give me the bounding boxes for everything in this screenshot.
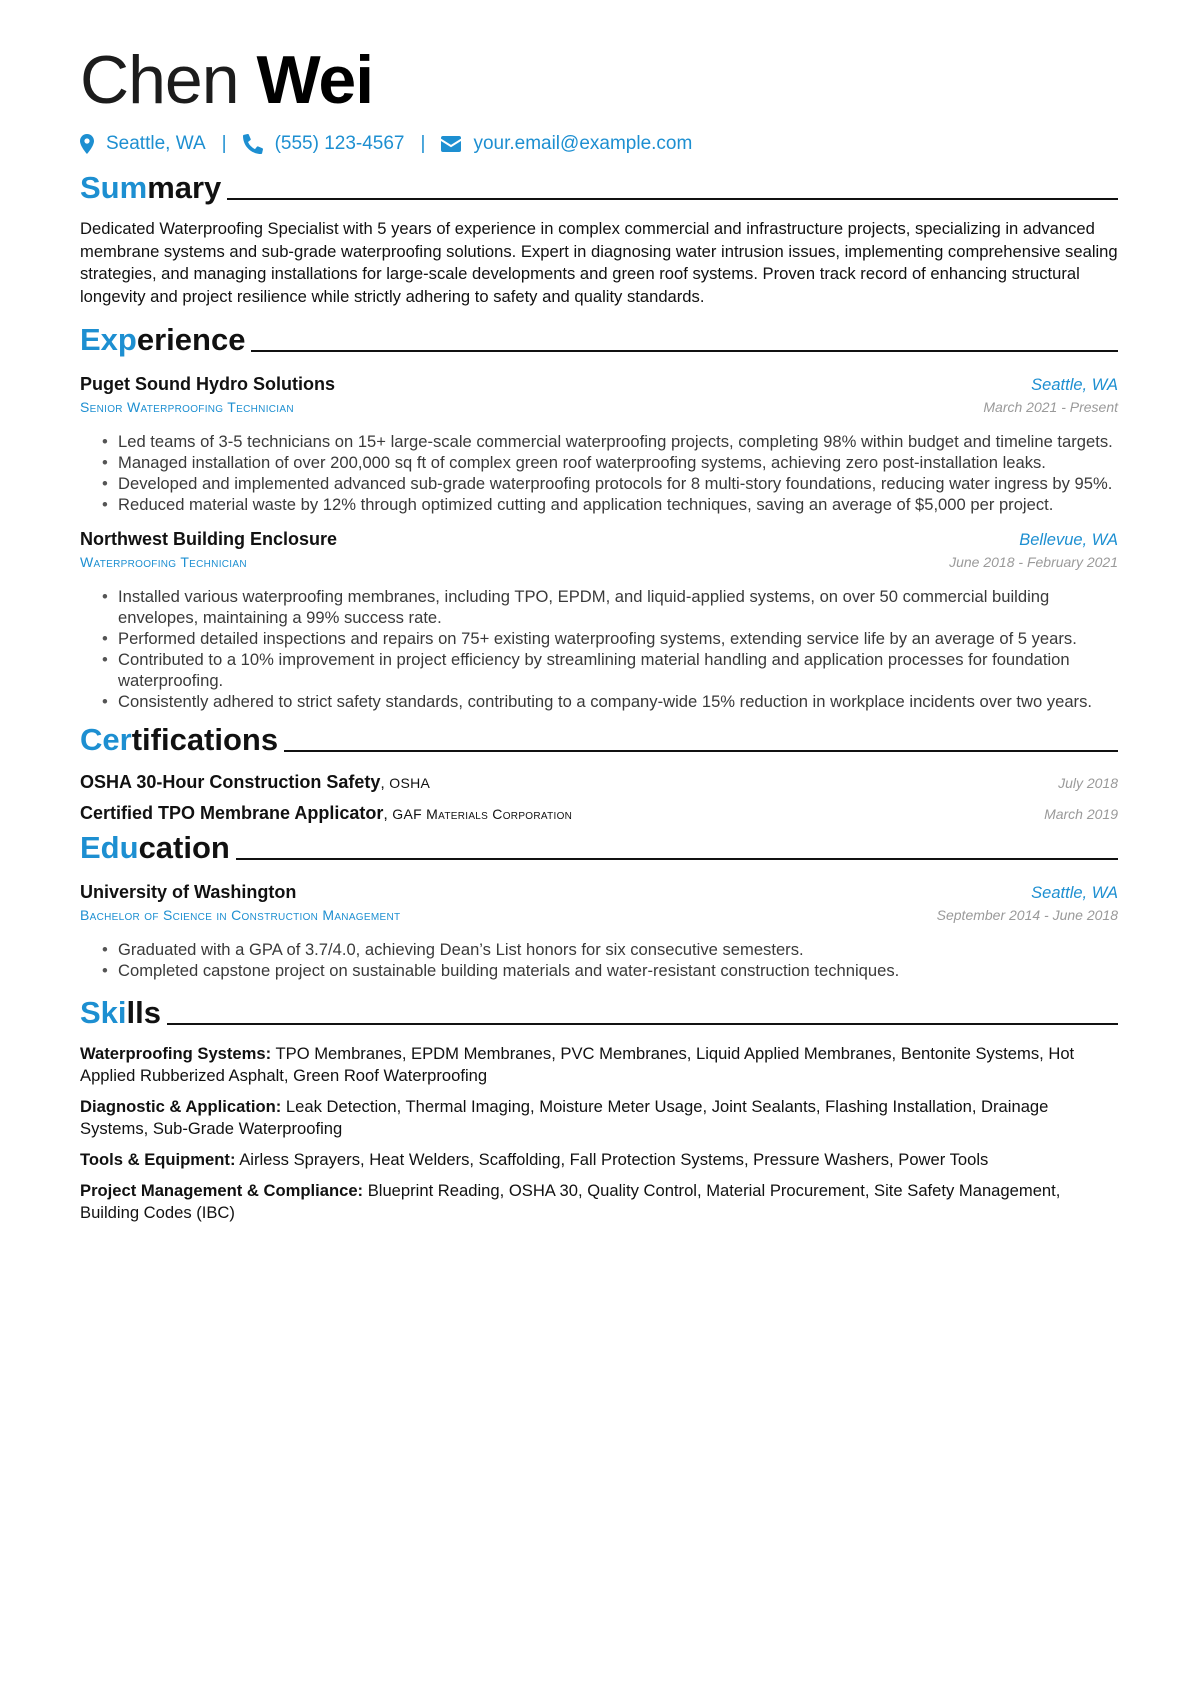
section-title: Certifications	[80, 722, 279, 757]
certification-name: Certified TPO Membrane Applicator	[80, 803, 384, 823]
phone-icon	[243, 134, 263, 154]
contact-separator: |	[221, 133, 227, 154]
bullet-item: • Installed various waterproofing membranes, including TPO, EPDM, and liquid-applied systems, on over 50 commercial building envelopes, maintaining a 99% success rate.	[80, 586, 1118, 628]
certifications-heading	[80, 718, 1118, 758]
company-name: Puget Sound Hydro Solutions	[80, 374, 335, 394]
resume-content	[80, 44, 1118, 1224]
section-rule	[236, 858, 1118, 860]
company-name: Northwest Building Enclosure	[80, 529, 338, 549]
bullet-item: • Led teams of 3-5 technicians on 15+ large-scale commercial waterproofing projects, completing 98% within budget and timeline targets.	[80, 431, 1118, 452]
education-dates: September 2014 - June 2018	[936, 907, 1118, 923]
section-rule	[167, 1023, 1118, 1025]
job-title: Waterproofing Technician	[80, 554, 247, 570]
bullet-item: • Developed and implemented advanced sub-grade waterproofing protocols for 8 multi-story foundations, reducing water ingress by 95%.	[80, 473, 1118, 494]
job-entry	[80, 527, 1118, 712]
certification-date: March 2019	[1044, 806, 1118, 822]
skill-group	[80, 1180, 1118, 1224]
job-title: Senior Waterproofing Technician	[80, 399, 294, 415]
bullet-item: • Managed installation of over 200,000 sq ft of complex green roof waterproofing systems, achieving zero post-installation leaks.	[80, 452, 1118, 473]
section-rule	[227, 198, 1118, 200]
summary-heading	[80, 166, 1118, 206]
skill-category: Waterproofing Systems:	[80, 1044, 272, 1063]
phone-text: (555) 123-4567	[274, 133, 405, 154]
degree-title: Bachelor of Science in Construction Management	[80, 907, 401, 923]
skill-category: Diagnostic & Application:	[80, 1097, 282, 1116]
contact-location	[80, 133, 206, 155]
bullet-item: • Graduated with a GPA of 3.7/4.0, achieving Dean’s List honors for six consecutive semesters.	[80, 939, 1118, 960]
skill-group	[80, 1096, 1118, 1140]
school-location: Seattle, WA	[1031, 884, 1118, 902]
job-bullets	[80, 431, 1118, 515]
experience-heading	[80, 318, 1118, 358]
first-name: Chen	[80, 42, 239, 118]
section-title: Experience	[80, 322, 246, 357]
certification-item: Certified TPO Membrane Applicator, GAF Materials Corporation March 2019	[80, 803, 1118, 823]
job-dates: March 2021 - Present	[983, 399, 1118, 415]
location-text: Seattle, WA	[106, 133, 206, 154]
section-rule	[251, 350, 1118, 352]
job-dates: June 2018 - February 2021	[949, 554, 1118, 570]
education-bullets	[80, 939, 1118, 981]
section-title: Skills	[80, 995, 161, 1030]
education-heading	[80, 826, 1118, 866]
last-name: Wei	[256, 42, 374, 118]
certification-item: OSHA 30-Hour Construction Safety, OSHA July 2018	[80, 772, 1118, 792]
certification-issuer: GAF Materials Corporation	[392, 806, 573, 822]
envelope-icon	[441, 136, 461, 152]
section-rule	[284, 750, 1118, 752]
bullet-item: • Consistently adhered to strict safety standards, contributing to a company-wide 15% reduction in workplace incidents over two years.	[80, 691, 1118, 712]
skill-category: Project Management & Compliance:	[80, 1181, 364, 1200]
school-name: University of Washington	[80, 882, 297, 902]
skill-list: Leak Detection, Thermal Imaging, Moisture Meter Usage, Joint Sealants, Flashing Installation, Drainage Systems, Sub-Grade Waterproofing	[80, 1097, 1049, 1138]
certification-issuer: OSHA	[389, 775, 431, 791]
map-marker-icon	[80, 134, 94, 154]
job-bullets	[80, 586, 1118, 712]
email-text: your.email@example.com	[473, 133, 693, 154]
job-location: Seattle, WA	[1031, 376, 1118, 394]
skill-list: Airless Sprayers, Heat Welders, Scaffolding, Fall Protection Systems, Pressure Washers, Power Tools	[239, 1150, 989, 1169]
certification-date: July 2018	[1058, 775, 1118, 791]
education-entry	[80, 880, 1118, 981]
skill-group	[80, 1043, 1118, 1087]
bullet-item: • Reduced material waste by 12% through optimized cutting and application techniques, saving an average of $5,000 per project.	[80, 494, 1118, 515]
skill-list: Blueprint Reading, OSHA 30, Quality Control, Material Procurement, Site Safety Management, Building Codes (IBC)	[80, 1181, 1061, 1222]
candidate-name	[80, 44, 1118, 116]
contact-email[interactable]	[441, 133, 692, 155]
contact-bar	[80, 130, 1118, 158]
bullet-item: • Performed detailed inspections and repairs on 75+ existing waterproofing systems, extending service life by an average of 5 years.	[80, 628, 1118, 649]
skill-group	[80, 1149, 1118, 1171]
bullet-item: • Completed capstone project on sustainable building materials and water-resistant construction techniques.	[80, 960, 1118, 981]
skill-list: TPO Membranes, EPDM Membranes, PVC Membranes, Liquid Applied Membranes, Bentonite Systems, Hot Applied Rubberized Asphalt, Green Roof Waterproofing	[80, 1044, 1075, 1085]
contact-phone[interactable]	[243, 133, 405, 155]
section-title: Summary	[80, 170, 222, 205]
skill-category: Tools & Equipment:	[80, 1150, 236, 1169]
contact-separator: |	[420, 133, 426, 154]
job-entry	[80, 372, 1118, 515]
section-title: Education	[80, 830, 230, 865]
certification-name: OSHA 30-Hour Construction Safety	[80, 772, 381, 792]
skills-heading	[80, 991, 1118, 1031]
bullet-item: • Contributed to a 10% improvement in project efficiency by streamlining material handling and application processes for foundation waterproofing.	[80, 649, 1118, 691]
job-location: Bellevue, WA	[1019, 531, 1118, 549]
summary-text: Dedicated Waterproofing Specialist with 5 years of experience in complex commercial and infrastructure projects, specializing in advanced membrane systems and sub-grade waterproofing solutions. Expert in diagnosing water intrusion issues, implementing comprehensive sealing strategies, and managing installations for large-scale developments and green roof systems. Proven track record of enhancing structural longevity and project resilience while strictly adhering to safety and quality standards.	[80, 219, 1118, 306]
